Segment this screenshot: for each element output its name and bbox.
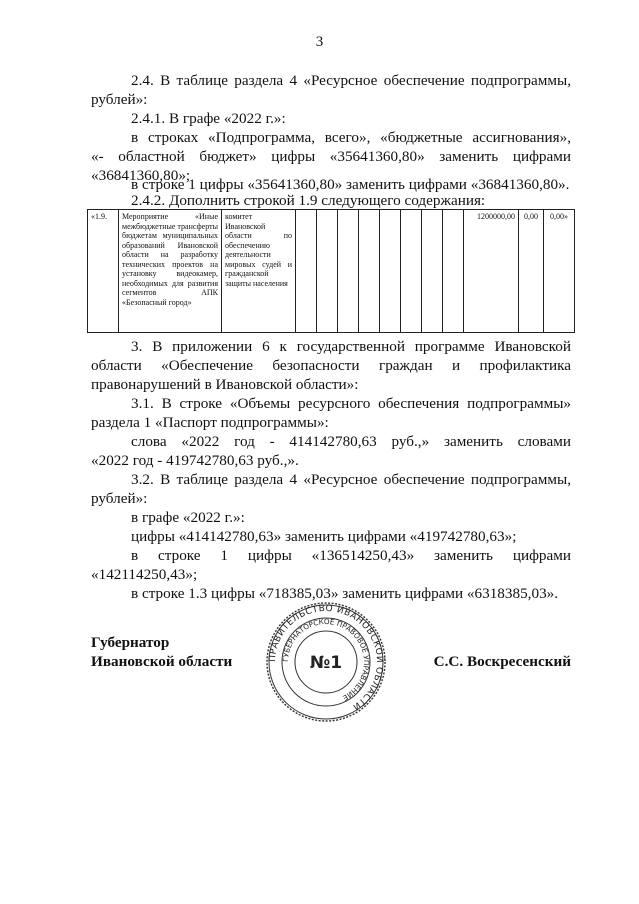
para-row1: в строке 1 цифры «35641360,80» заменить цифрами «36841360,80». bbox=[131, 176, 570, 193]
inserted-row-table bbox=[87, 209, 575, 333]
empty-cell bbox=[422, 210, 443, 333]
para-digits: цифры «414142780,63» заменить цифрами «419742780,63»; bbox=[131, 528, 517, 545]
para-3-b: области «Обеспечение безопасности граждан и профилактика bbox=[91, 357, 571, 374]
para-row1b-b: «142114250,43»; bbox=[91, 566, 198, 583]
empty-cell bbox=[443, 210, 464, 333]
para-2-4-1: 2.4.1. В графе «2022 г.»: bbox=[131, 110, 286, 127]
empty-cell bbox=[317, 210, 338, 333]
para-3-2-a: 3.2. В таблице раздела 4 «Ресурсное обеспечение подпрограммы, bbox=[131, 471, 571, 488]
activity-cell: Мероприятие «Иные межбюджетные трансферты бюджетам муниципальных образований Ивановской области на разработку технических проектов на установку видеокамер, необходимых для развития сегментов АПК «Безопасный город» bbox=[119, 210, 222, 333]
signature-title-line1: Губернатор bbox=[91, 634, 170, 651]
para-row1b-a: в строке 1 цифры «136514250,43» заменить цифрами bbox=[131, 547, 571, 564]
seal-outer-text: ПРАВИТЕЛЬСТВО ИВАНОВСКОЙ ОБЛАСТИ bbox=[267, 603, 385, 712]
empty-cell bbox=[338, 210, 359, 333]
para-2-4-cont: рублей»: bbox=[91, 91, 148, 108]
para-3-2-b: рублей»: bbox=[91, 490, 148, 507]
signature-name: С.С. Воскресенский bbox=[433, 653, 571, 670]
signature-title-line2: Ивановской области bbox=[91, 653, 233, 670]
para-3-c: правонарушений в Ивановской области»: bbox=[91, 376, 359, 393]
seal-number: №1 bbox=[309, 653, 343, 673]
seal-inner-text: ГУБЕРНАТОРСКОЕ ПРАВОВОЕ УПРАВЛЕНИЕ bbox=[280, 616, 372, 703]
value-cell: 0,00 bbox=[519, 210, 544, 333]
value-cell: 0,00» bbox=[544, 210, 575, 333]
empty-cell bbox=[401, 210, 422, 333]
empty-cell bbox=[359, 210, 380, 333]
executor-cell: комитет Ивановской области по обеспечению деятельности мировых судей и гражданской защиты населения bbox=[222, 210, 296, 333]
page-number: 3 bbox=[315, 34, 324, 50]
table-row bbox=[88, 210, 575, 333]
para-rows-a: в строках «Подпрограмма, всего», «бюджетные ассигнования», bbox=[131, 129, 571, 146]
row-number: «1.9. bbox=[88, 210, 119, 333]
para-words-b: «2022 год - 419742780,63 руб.,». bbox=[91, 452, 299, 469]
sum-cell: 1200000,00 bbox=[464, 210, 519, 333]
empty-cell bbox=[296, 210, 317, 333]
official-seal-stamp bbox=[265, 601, 387, 723]
para-row13: в строке 1.3 цифры «718385,03» заменить цифрами «6318385,03». bbox=[131, 585, 559, 602]
para-2-4: 2.4. В таблице раздела 4 «Ресурсное обеспечение подпрограммы, bbox=[131, 72, 571, 89]
para-3-a: 3. В приложении 6 к государственной программе Ивановской bbox=[131, 338, 571, 355]
para-3-1-b: раздела 1 «Паспорт подпрограммы»: bbox=[91, 414, 329, 431]
para-2-4-2: 2.4.2. Дополнить строкой 1.9 следующего содержания: bbox=[131, 192, 486, 209]
para-graph: в графе «2022 г.»: bbox=[131, 509, 245, 526]
signature-title bbox=[91, 633, 232, 671]
para-rows-b: «- областной бюджет» цифры «35641360,80» заменить цифрами bbox=[91, 148, 571, 165]
para-rows-c: «36841360,80»; bbox=[91, 167, 191, 184]
para-words-a: слова «2022 год - 414142780,63 руб.,» заменить словами bbox=[131, 433, 571, 450]
para-3-1-a: 3.1. В строке «Объемы ресурсного обеспечения подпрограммы» bbox=[131, 395, 571, 412]
empty-cell bbox=[380, 210, 401, 333]
